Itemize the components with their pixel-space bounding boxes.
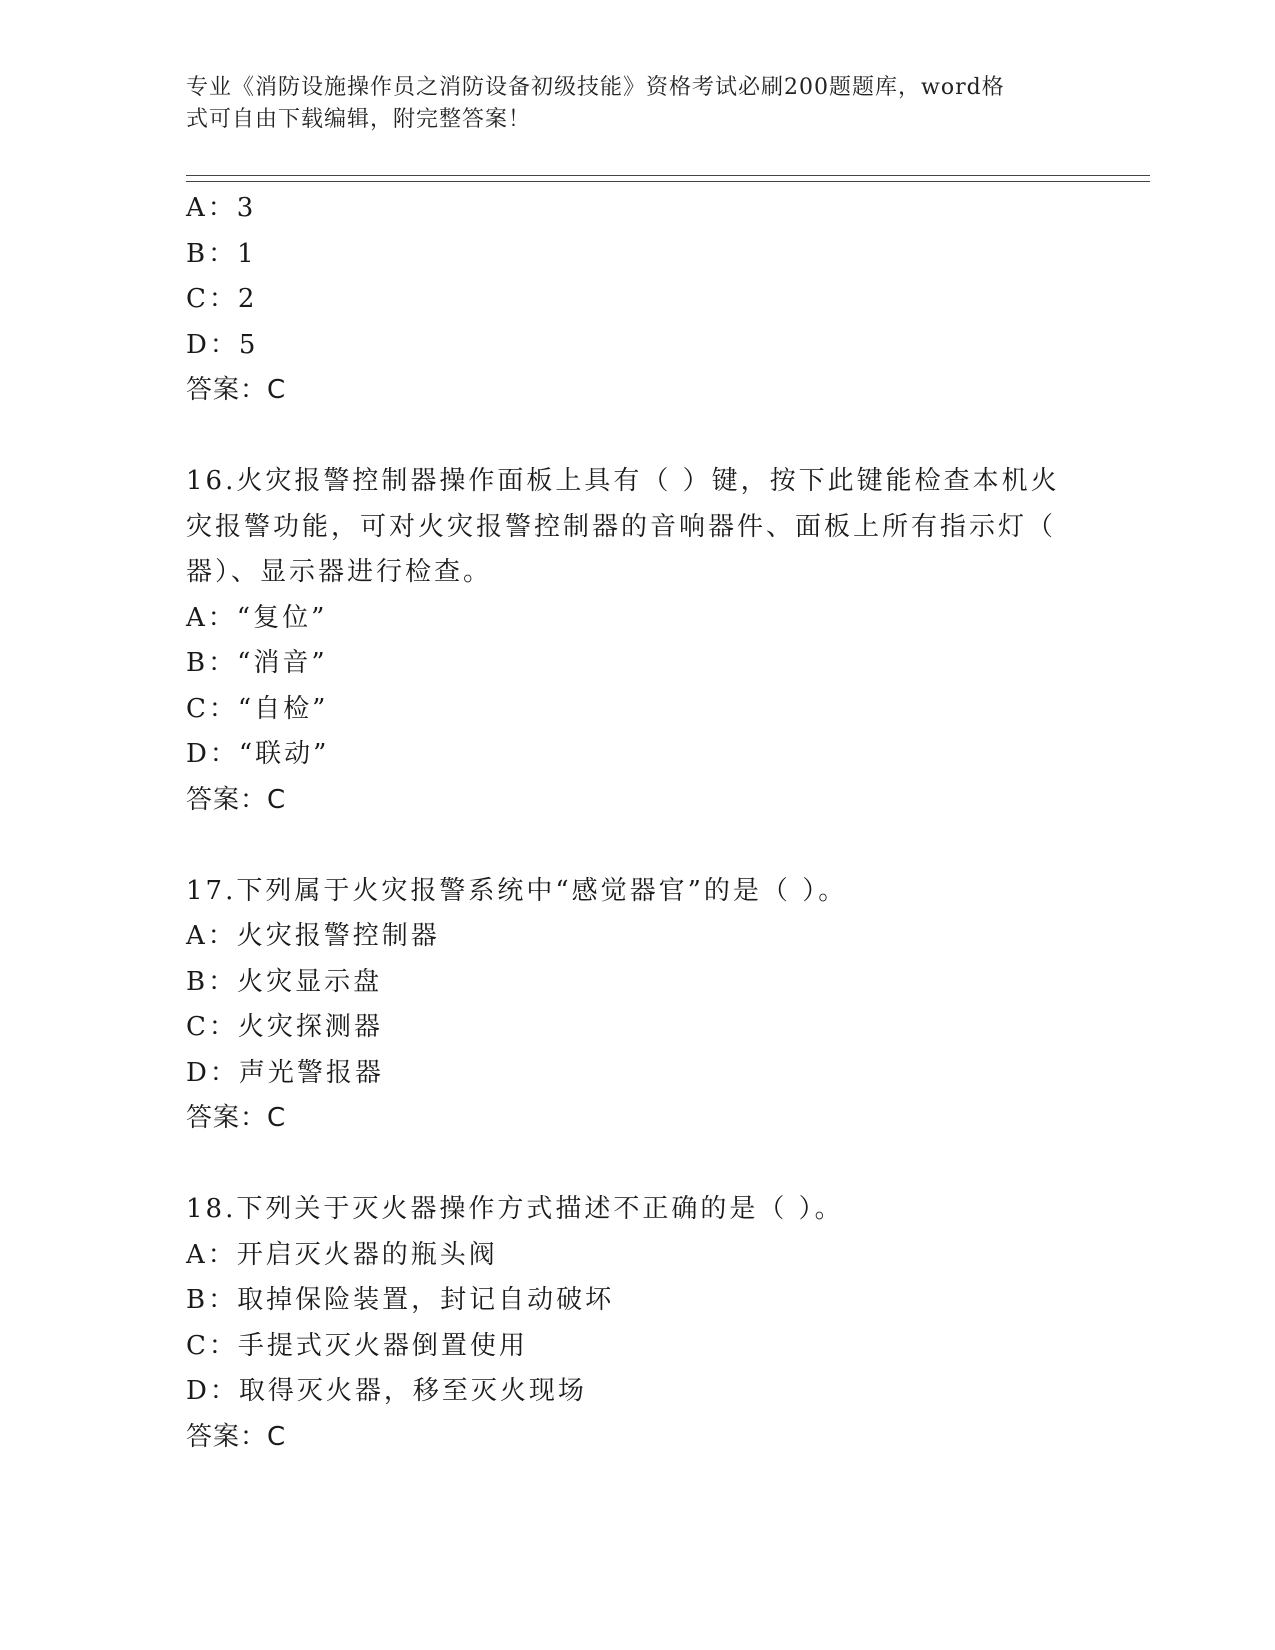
option-d: D：“联动” <box>186 739 330 769</box>
option-b: B：取掉保险装置，封记自动破坏 <box>186 1285 615 1315</box>
option-d: D：5 <box>186 329 259 360</box>
question-15 <box>186 186 1150 414</box>
option-b: B：1 <box>186 238 257 269</box>
header-divider <box>186 175 1150 182</box>
question-stem: 器）、显示器进行检查。 <box>186 557 493 587</box>
option-b: B：火灾显示盘 <box>186 966 383 997</box>
question-stem: 灾报警功能，可对火灾报警控制器的音响器件、面板上所有指示灯（ <box>186 511 1057 542</box>
option-c: C：“自检” <box>186 693 329 724</box>
option-c: C：2 <box>186 284 258 314</box>
option-c: C：火灾探测器 <box>186 1012 383 1042</box>
question-16 <box>186 459 1150 823</box>
option-a: A：3 <box>186 193 257 223</box>
question-stem: 17.下列属于火灾报警系统中“感觉器官”的是（ ）。 <box>186 875 848 906</box>
question-stem: 18.下列关于灭火器操作方式描述不正确的是（ ）。 <box>186 1194 844 1224</box>
header-line-2: 式可自由下载编辑，附完整答案！ <box>186 107 532 132</box>
option-c: C：手提式灭火器倒置使用 <box>186 1330 528 1361</box>
question-17 <box>186 869 1150 1142</box>
answer: 答案：C <box>186 1103 287 1133</box>
option-a: A：“复位” <box>186 602 328 633</box>
option-d: D：声光警报器 <box>186 1057 384 1088</box>
option-d: D：取得灭火器，移至灭火现场 <box>186 1376 587 1406</box>
answer: 答案：C <box>186 784 287 815</box>
question-stem: 16.火灾报警控制器操作面板上具有（ ）键，按下此键能检查本机火 <box>186 466 1060 496</box>
question-18 <box>186 1187 1150 1460</box>
option-a: A：火灾报警控制器 <box>186 921 440 951</box>
option-b: B：“消音” <box>186 648 328 678</box>
answer: 答案：C <box>186 375 287 405</box>
question-list <box>186 186 1150 1460</box>
page-header <box>186 72 1066 136</box>
option-a: A：开启灭火器的瓶头阀 <box>186 1239 498 1270</box>
answer: 答案：C <box>186 1421 287 1452</box>
header-line-1: 专业《消防设施操作员之消防设备初级技能》资格考试必刷200题题库，word格 <box>186 75 1005 100</box>
